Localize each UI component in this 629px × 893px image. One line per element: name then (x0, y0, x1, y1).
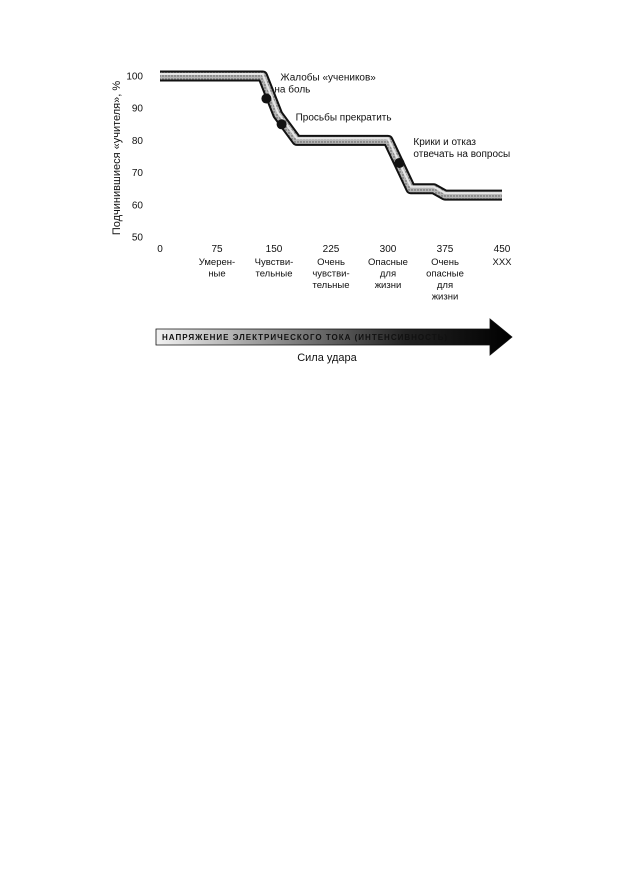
x-tick-descriptor: Очень (317, 257, 345, 268)
y-tick-label: 70 (131, 168, 143, 180)
series-line-highlight (160, 74, 502, 193)
x-tick-descriptor: Очень (431, 257, 459, 268)
x-tick-label: 75 (211, 244, 223, 255)
annotation-marker (261, 94, 271, 104)
annotation-marker (394, 158, 404, 168)
y-axis-label: Подчинившиеся «учителя», % (111, 80, 123, 236)
annotation-label: Крики и отказ (413, 136, 477, 148)
annotation-label: отвечать на вопросы (413, 148, 511, 160)
y-axis-label-group (111, 81, 123, 236)
y-axis-ticks (126, 72, 143, 244)
x-tick-descriptor: Умерен- (198, 257, 236, 268)
x-tick-descriptor: тельные (255, 268, 293, 280)
x-tick-descriptor: тельные (312, 280, 350, 291)
chart (0, 0, 629, 400)
x-tick-label: 225 (322, 244, 340, 255)
x-tick-descriptor: опасные (426, 268, 464, 280)
x-tick-label: 300 (379, 244, 397, 255)
y-tick-label: 90 (131, 103, 143, 115)
x-tick-descriptor: для (379, 268, 397, 280)
x-tick-label: 0 (157, 244, 163, 255)
x-tick-descriptor: ные (208, 268, 226, 280)
x-tick-descriptor: Чувстви- (254, 257, 294, 268)
y-tick-label: 80 (131, 135, 143, 147)
x-tick-descriptor: чувстви- (312, 268, 350, 280)
intensity-arrow (156, 319, 512, 355)
annotation-markers (261, 94, 404, 168)
x-tick-descriptor: Опасные (368, 257, 408, 268)
annotation-marker (277, 119, 287, 129)
x-tick-descriptor: жизни (431, 291, 459, 303)
x-axis-label-group (297, 352, 357, 364)
annotation-label: Жалобы «учеников» (280, 72, 376, 84)
x-axis-label: Сила удара (297, 352, 357, 364)
series-group (160, 74, 502, 195)
x-tick-descriptor: XXX (492, 257, 512, 268)
y-tick-label: 100 (126, 71, 143, 83)
intensity-arrow-label: НАПРЯЖЕНИЕ ЭЛЕКТРИЧЕСКОГО ТОКА (ИНТЕНСИВНОСТЬ) (162, 333, 449, 342)
annotation-label: на боль (274, 84, 311, 96)
chart-svg (0, 0, 629, 400)
x-tick-descriptor: жизни (374, 280, 402, 291)
x-axis-ticks (157, 244, 512, 303)
annotation-label: Просьбы прекратить (295, 112, 392, 124)
series-line-outline (160, 76, 502, 195)
x-tick-label: 150 (265, 244, 283, 255)
y-tick-label: 50 (131, 232, 143, 244)
x-tick-label: 375 (436, 244, 454, 255)
x-tick-label: 450 (493, 244, 511, 255)
y-tick-label: 60 (131, 200, 143, 212)
x-tick-descriptor: для (436, 280, 454, 291)
